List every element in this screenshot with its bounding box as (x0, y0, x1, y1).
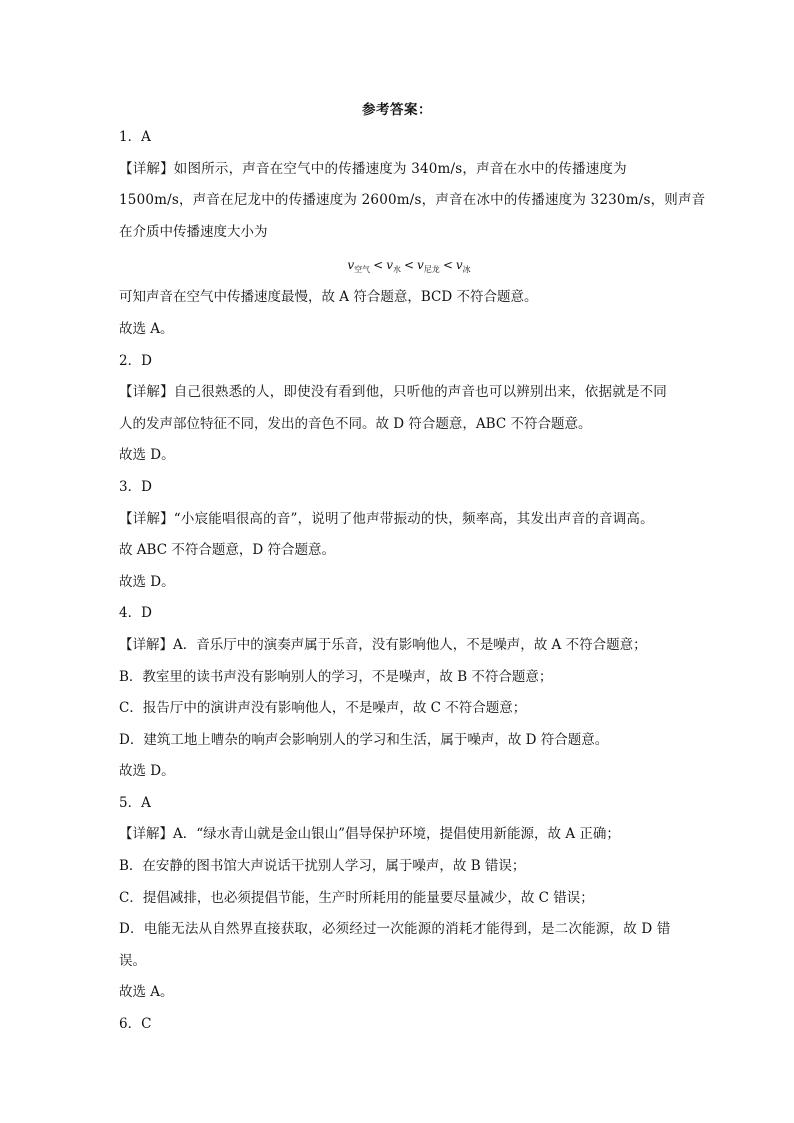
answer-2-explanation-line-1: 【详解】自己很熟悉的人，即使没有看到他，只听他的声音也可以辨别出来，依据就是不同 (119, 384, 667, 401)
answer-1-conclusion: 可知声音在空气中传播速度最慢，故 A 符合题意，BCD 不符合题意。 (119, 289, 538, 306)
speed-comparison-formula: $v_{空气} < v_水 < v_{尼龙} < v_冰$ (347, 258, 471, 275)
answer-5-option-b: B．在安静的图书馆大声说话干扰别人学习，属于噪声，故 B 错误； (119, 858, 526, 875)
answer-1-number: 1．A (119, 129, 151, 145)
answer-6-number: 6．C (119, 1016, 152, 1033)
answer-1-explanation-line-2: 1500m/s，声音在尼龙中的传播速度为 2600m/s，声音在冰中的传播速度为 3230m/s，则声音 (119, 192, 706, 209)
answer-content (119, 122, 706, 1041)
answer-5-option-d-line-1: D．电能无法从自然界直接获取，必须经过一次能源的消耗才能得到，是二次能源，故 D 错 (119, 921, 671, 938)
answer-5-option-d-line-2: 误。 (119, 952, 146, 969)
formula-term-water: $v_水$ (386, 258, 401, 275)
answer-1-explanation-line-3: 在介质中传播速度大小为 (119, 223, 268, 240)
answer-4-option-d: D．建筑工地上嘈杂的响声会影响别人的学习和生活，属于噪声，故 D 符合题意。 (119, 731, 609, 748)
page-title: 参考答案： (362, 102, 432, 118)
answer-4-option-c: C．报告厅中的演讲声没有影响他人，不是噪声，故 C 不符合题意； (119, 700, 527, 717)
answer-4-number: 4．D (119, 605, 152, 622)
answer-2-explanation-line-2: 人的发声部位特征不同，发出的音色不同。故 D 符合题意，ABC 不符合题意。 (119, 415, 592, 432)
answer-2-choice: 故选 D。 (119, 447, 175, 464)
answer-4-option-b: B．教室里的读书声没有影响别人的学习，不是噪声，故 B 不符合题意； (119, 668, 553, 685)
answer-5-choice: 故选 A。 (119, 984, 174, 1001)
formula-term-nylon: $v_{尼龙}$ (417, 258, 440, 275)
answer-4-choice: 故选 D。 (119, 763, 175, 780)
answer-3-explanation-line-2: 故 ABC 不符合题意，D 符合题意。 (119, 542, 335, 559)
answer-5-option-a: 【详解】A．“绿水青山就是金山银山”倡导保护环境，提倡使用新能源，故 A 正确； (119, 826, 620, 843)
answer-1-explanation-line-1: 【详解】如图所示，声音在空气中的传播速度为 340m/s，声音在水中的传播速度为 (119, 160, 627, 177)
answer-5-number: 5．A (119, 794, 151, 811)
formula-term-ice: $v_冰$ (455, 258, 471, 275)
answer-1-choice: 故选 A。 (119, 320, 174, 337)
answer-5-option-c: C．提倡减排，也必须提倡节能，生产时所耗用的能量要尽量减少，故 C 错误； (119, 889, 594, 906)
answer-2-number: 2．D (119, 352, 152, 369)
answer-3-choice: 故选 D。 (119, 573, 175, 590)
formula-term-air: $v_{空气}$ (347, 258, 371, 275)
answer-4-option-a: 【详解】A．音乐厅中的演奏声属于乐音，没有影响他人，不是噪声，故 A 不符合题意； (119, 636, 647, 653)
answer-3-number: 3．D (119, 478, 152, 495)
answer-3-explanation-line-1: 【详解】“小宸能唱很高的音”，说明了他声带振动的快，频率高，其发出声音的音调高。 (119, 510, 654, 527)
